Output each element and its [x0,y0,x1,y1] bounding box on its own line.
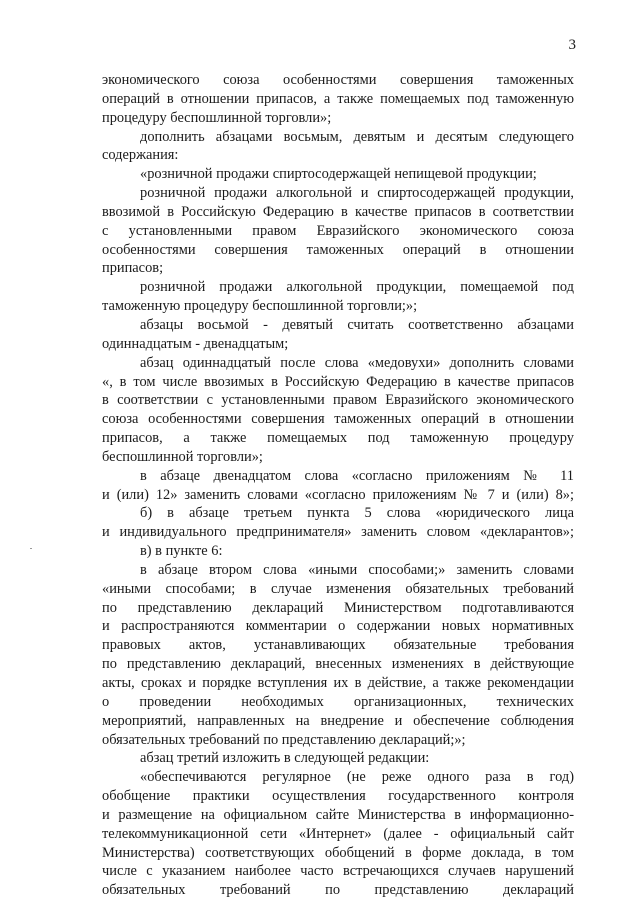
text-line: и размещение на официальном сайте Министерства в информационно- [102,806,574,823]
text-line: обязательных требований по представлению деклараций [102,882,574,899]
text-line: по представлению деклараций Министерством подготавливаются [102,599,574,616]
text-line: «розничной продажи спиртосодержащей непищевой продукции; [140,166,537,183]
text-line: мероприятий, направленных на внедрение и обеспечение соблюдения [102,712,574,729]
text-line: содержания: [102,147,179,164]
text-line: телекоммуникационной сети «Интернет» (далее - официальный сайт [102,825,574,842]
text-line: припасов, а также помещаемых под таможенную процедуру [102,430,574,447]
text-line: абзац третий изложить в следующей редакции: [140,750,430,767]
margin-mark [30,548,32,549]
text-line: розничной продажи алкогольной продукции, помещаемой под [140,279,574,296]
text-line: числе с указанием наиболее часто встречающихся случаев нарушений [102,863,574,880]
text-line: союза особенностями совершения таможенных операций в отношении [102,411,574,428]
document-body [102,71,574,900]
text-line: обязательных требований по представлению деклараций;»; [102,731,466,748]
text-line: о проведении необходимых организационных, технических [102,693,574,710]
text-line: по представлению деклараций, внесенных изменениях в действующие [102,656,574,673]
text-line: операций в отношении припасов, а также помещаемых под таможенную [102,90,574,107]
text-line: «обеспечиваются регулярное (не реже одного раза в год) [140,769,574,786]
text-line: акты, сроках и порядке вступления их в действие, а также рекомендации [102,675,574,691]
text-line: абзацы восьмой - девятый считать соответственно абзацами [140,316,574,333]
text-line: экономического союза особенностями совершения таможенных [102,72,574,88]
text-line: с установленными правом Евразийского экономического союза [102,222,574,239]
text-line: одиннадцатым - двенадцатым; [102,335,289,352]
text-line: в) в пункте 6: [140,543,223,560]
text-line: «, в том числе ввозимых в Российскую Федерацию в качестве припасов [102,373,574,390]
text-line: в абзаце втором слова «иными способами;» заменить словами [140,561,574,578]
page-number: 3 [568,37,576,53]
text-line: правовых актов, устанавливающих обязательные требования [102,637,574,654]
text-line: и индивидуального предпринимателя» заменить словом «декларантов»; [102,524,574,541]
text-line: Министерства) соответствующих обобщений в форме доклада, в том [102,844,574,861]
text-line: и распространяются комментарии о содержании новых нормативных [102,618,574,635]
text-line: в соответствии с установленными правом Евразийского экономического [102,392,574,409]
text-line: припасов; [102,260,164,277]
text-line: абзац одиннадцатый после слова «медовухи» дополнить словами [140,354,574,371]
text-line: беспошлинной торговли»; [102,448,263,465]
text-line: розничной продажи алкогольной и спиртосодержащей продукции, [140,185,574,202]
text-line: процедуру беспошлинной торговли»; [102,109,332,126]
text-line: в абзаце двенадцатом слова «согласно приложениям № 11 [140,467,574,484]
text-line: дополнить абзацами восьмым, девятым и десятым следующего [140,128,574,145]
text-line: и (или) 12» заменить словами «согласно приложениям № 7 и (или) 8»; [102,486,574,503]
text-line: ввозимой в Российскую Федерацию в качестве припасов в соответствии [102,203,574,220]
text-line: б) в абзаце третьем пункта 5 слова «юридического лица [140,505,574,522]
text-line: обобщение практики осуществления государственного контроля [102,788,574,805]
text-line: особенностями совершения таможенных операций в отношении [102,241,574,258]
text-line: таможенную процедуру беспошлинной торговли;»; [102,298,418,315]
text-line: «иными способами; в случае изменения обязательных требований [102,580,574,597]
